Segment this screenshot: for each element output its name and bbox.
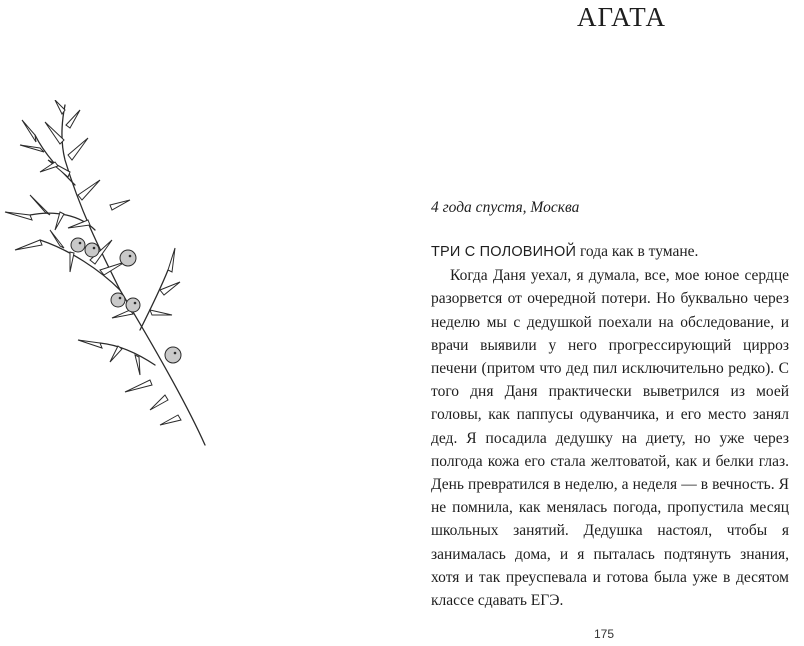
lead-caps: ТРИ С ПОЛОВИНОЙ — [431, 244, 577, 260]
chapter-location-line: 4 года спустя, Москва — [431, 199, 580, 216]
juniper-branch-icon — [0, 100, 215, 450]
paragraph-1 — [431, 240, 789, 264]
paragraph-2: Когда Даня уехал, я думала, все, мое юное сердце разорвется от очередной потери. Но буквально через неделю мы с дедушкой поехали на обследование, и врачи выявили у него прогрессирующий цирроз печени (притом что дед пил исключительно редко). С того дня Даня практически выветрился из моей головы, как паппусы одуванчика, и его место занял дед. Я посадила дедушку на диету, но уже через полгода кожа его стала желтоватой, как и белки глаз. День превратился в неделю, а неделя — в вечность. Я не помнила, как менялась погода, пропустила месяц школьных занятий. Дедушка настоял, чтобы я занималась дома, и я пыталась подтянуть знания, хотя и так преуспевала и готова была уже в десятом классе сдавать ЕГЭ. — [431, 267, 789, 610]
chapter-body — [431, 240, 789, 612]
paragraph-1-rest: года как в тумане. — [576, 243, 699, 260]
chapter-title: АГАТА — [577, 2, 666, 32]
page-number: 175 — [594, 627, 615, 641]
